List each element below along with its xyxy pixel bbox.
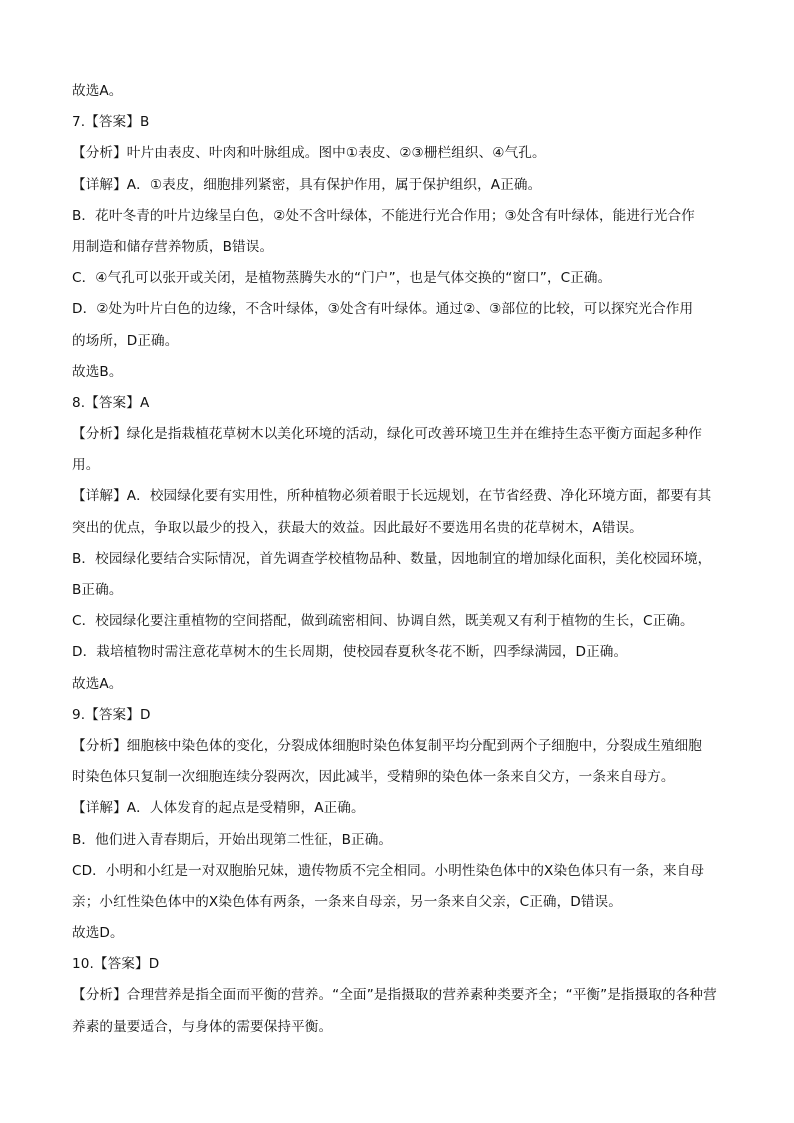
text-line: 养素的量要适合，与身体的需要保持平衡。 [72,1018,333,1035]
document-body [72,76,724,1043]
text-line: 【分析】细胞核中染色体的变化，分裂成体细胞时染色体复制平均分配到两个子细胞中，分裂成生殖细胞 [72,737,702,754]
text-line: 故选A。 [72,83,123,99]
text-line: 突出的优点，争取以最少的投入，获最大的效益。因此最好不要选用名贵的花草树木，A错误。 [72,519,643,536]
text-line: D．②处为叶片白色的边缘，不含叶绿体，③处含有叶绿体。通过②、③部位的比较，可以探究光合作用 [72,301,694,318]
text-line: 用。 [72,457,100,474]
text-line: 故选D。 [72,925,124,942]
text-line: 【分析】叶片由表皮、叶肉和叶脉组成。图中①表皮、②③栅栏组织、④气孔。 [72,145,546,162]
text-line: 用制造和储存营养物质，B错误。 [72,238,274,255]
text-line: 故选B。 [72,363,123,380]
text-line: 时染色体只复制一次细胞连续分裂两次，因此减半，受精卵的染色体一条来自父方，一条来自母方。 [72,769,675,786]
question-9-answer: 9.【答案】D [72,706,151,723]
text-line: 亲；小红性染色体中的X染色体有两条，一条来自母亲，另一条来自父亲，C正确，D错误。 [72,893,622,910]
text-line: 【详解】A．人体发育的起点是受精卵，A正确。 [72,800,365,817]
text-line: 的场所，D正确。 [72,332,179,349]
question-10-answer: 10.【答案】D [72,956,160,973]
text-line: CD．小明和小红是一对双胞胎兄妹，遗传物质不完全相同。小明性染色体中的X染色体只有一条，来自母 [72,862,705,879]
text-line: B．校园绿化要结合实际情况，首先调查学校植物品种、数量，因地制宜的增加绿化面积，美化校园环境， [72,550,712,567]
text-line: B．他们进入青春期后，开始出现第二性征，B正确。 [72,831,393,848]
text-line: 【详解】A．①表皮，细胞排列紧密，具有保护作用，属于保护组织，A正确。 [72,176,542,193]
text-line: 【详解】A．校园绿化要有实用性，所种植物必须着眼于长远规划，在节省经费、净化环境方面，都要有其 [72,488,712,505]
text-line: C．校园绿化要注重植物的空间搭配，做到疏密相间、协调自然，既美观又有利于植物的生长，C正确。 [72,613,694,630]
text-line: D．栽培植物时需注意花草树木的生长周期，使校园春夏秋冬花不断，四季绿满园，D正确。 [72,644,628,661]
question-8-answer: 8.【答案】A [72,394,150,411]
question-7-answer: 7.【答案】B [72,114,150,131]
text-line: 【分析】合理营养是指全面而平衡的营养。“全面”是指摄取的营养素种类要齐全；“平衡”是指摄取的各种营 [72,987,717,1004]
text-line: C．④气孔可以张开或关闭，是植物蒸腾失水的“门户”，也是气体交换的“窗口”，C正确。 [72,270,612,287]
text-line: B．花叶冬青的叶片边缘呈白色，②处不含叶绿体，不能进行光合作用；③处含有叶绿体，能进行光合作 [72,207,695,224]
text-line: 故选A。 [72,675,123,692]
text-line: 【分析】绿化是指栽植花草树木以美化环境的活动，绿化可改善环境卫生并在维持生态平衡方面起多种作 [72,426,702,443]
text-line: B正确。 [72,582,123,598]
